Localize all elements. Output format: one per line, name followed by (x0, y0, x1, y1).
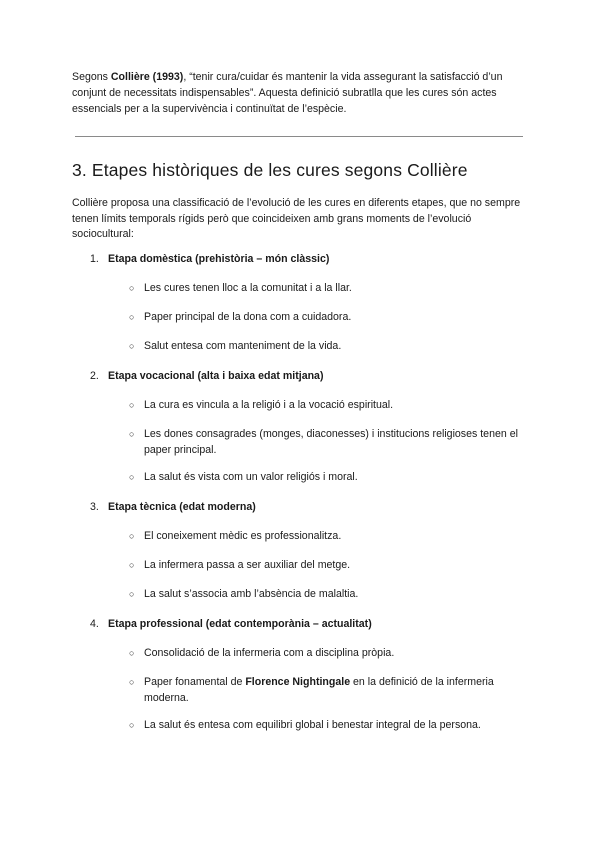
bullet-circle-icon: ○ (129, 429, 135, 439)
intro-paragraph (72, 69, 524, 117)
bullet-circle-icon: ○ (129, 560, 135, 570)
bullet-circle-icon: ○ (129, 312, 135, 322)
stage-title: Etapa professional (edat contemporània – actualitat) (108, 618, 372, 630)
list-item-text: Consolidació de la infermeria com a disciplina pròpia. (144, 647, 395, 659)
stage-title: Etapa tècnica (edat moderna) (108, 501, 256, 513)
bullet-circle-icon: ○ (129, 677, 135, 687)
horizontal-divider (75, 136, 523, 137)
list-item-text: Les dones consagrades (monges, diaconesses) i institucions religioses tenen el paper principal. (144, 428, 518, 456)
intro-author-year: Collière (1993) (110, 71, 184, 83)
bullet-circle-icon: ○ (129, 531, 135, 541)
list-item-text (144, 675, 528, 706)
intro-pre: Segons (72, 71, 111, 83)
list-item-text: La salut s’associa amb l’absència de malaltia. (144, 588, 359, 600)
stage-number: 1. (90, 253, 99, 265)
list-item-text-bold: Florence Nightingale (245, 676, 351, 688)
stage-number: 3. (90, 501, 99, 513)
list-item-text-post: en la definició de la infermeria moderna. (144, 676, 494, 704)
bullet-circle-icon: ○ (129, 341, 135, 351)
bullet-circle-icon: ○ (129, 472, 135, 482)
intro-post: , “tenir cura/cuidar és mantenir la vida assegurant la satisfacció d’un conjunt de necessitats indispensables”. Aquesta definició subratlla que les cures són actes essencials per a la supervivència i continuïtat de l’espècie. (72, 71, 503, 115)
list-item-text: La cura es vincula a la religió i a la vocació espiritual. (144, 399, 394, 411)
list-item-text: El coneixement mèdic es professionalitza. (144, 530, 342, 542)
list-item-text-pre: Paper fonamental de (144, 676, 246, 688)
bullet-circle-icon: ○ (129, 283, 135, 293)
list-item-text: La salut és entesa com equilibri global i benestar integral de la persona. (144, 719, 481, 731)
stage-number: 4. (90, 618, 99, 630)
list-item-text: Les cures tenen lloc a la comunitat i a la llar. (144, 282, 352, 294)
list-item-text: La infermera passa a ser auxiliar del metge. (144, 559, 351, 571)
bullet-circle-icon: ○ (129, 589, 135, 599)
list-item-text: Paper principal de la dona com a cuidadora. (144, 311, 352, 323)
bullet-circle-icon: ○ (129, 720, 135, 730)
stage-title: Etapa domèstica (prehistòria – món clàssic) (108, 253, 330, 265)
list-item-text: Salut entesa com manteniment de la vida. (144, 340, 342, 352)
section-heading: 3. Etapes històriques de les cures segons Collière (72, 160, 468, 180)
list-item-text: La salut és vista com un valor religiós i moral. (144, 471, 358, 483)
stage-number: 2. (90, 370, 99, 382)
bullet-circle-icon: ○ (129, 400, 135, 410)
bullet-circle-icon: ○ (129, 648, 135, 658)
stage-title: Etapa vocacional (alta i baixa edat mitjana) (108, 370, 324, 382)
lead-paragraph: Collière proposa una classificació de l’evolució de les cures en diferents etapes, que no sempre tenen límits temporals rígids però que coincideixen amb grans moments de l’evolució sociocultural: (72, 197, 521, 240)
